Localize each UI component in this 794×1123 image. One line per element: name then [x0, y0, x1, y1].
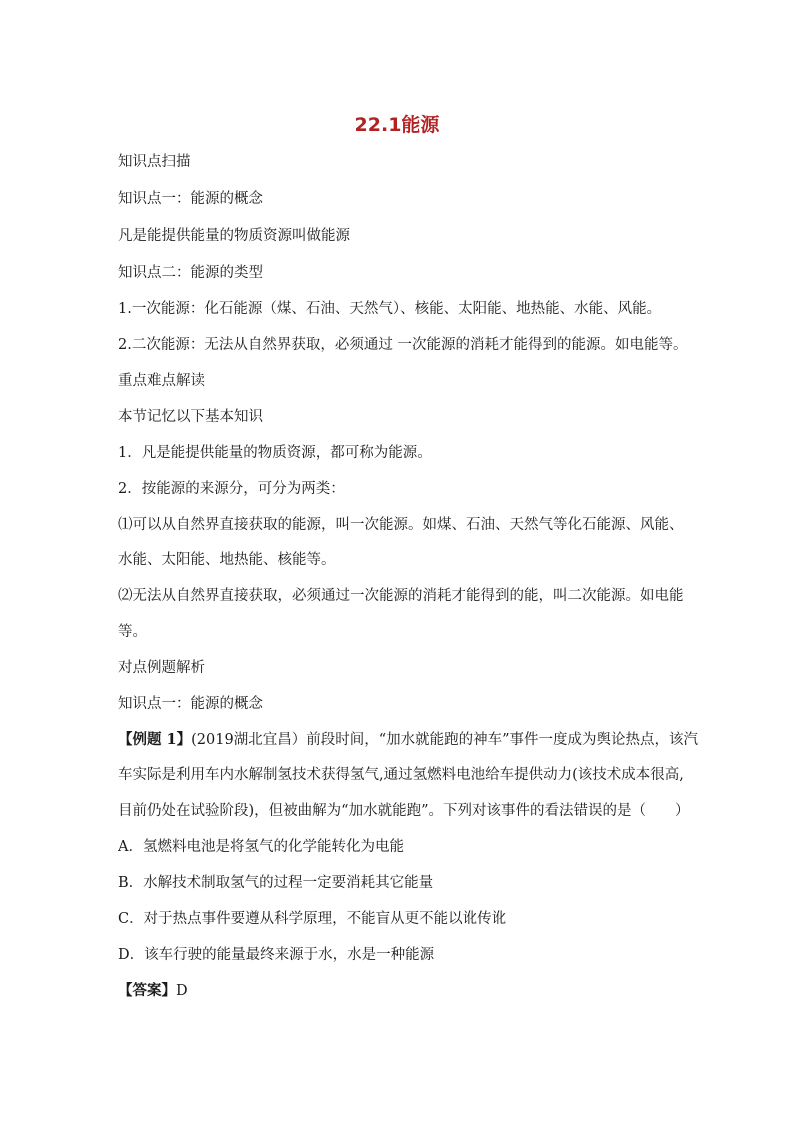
- memory-intro-text: 本节记忆以下基本知识: [118, 409, 263, 425]
- knowledge-point-1-heading-repeat: 知识点一：能源的概念: [118, 696, 263, 712]
- list-item-1: 1．凡是能提供能量的物质资源，都可称为能源。: [118, 445, 432, 461]
- answer-value: D: [176, 983, 188, 999]
- secondary-energy-text: 2.二次能源：无法从自然界获取，必须通过 一次能源的消耗才能得到的能源。如电能等。: [118, 337, 688, 353]
- example-text-1: (2019湖北宜昌）前段时间，“加水就能跑的神车”事件一度成为舆论热点，该汽: [191, 732, 699, 748]
- option-d: D．该车行驶的能量最终来源于水，水是一种能源: [118, 947, 435, 963]
- option-a: A．氢燃料电池是将氢气的化学能转化为电能: [118, 839, 404, 855]
- knowledge-point-2-heading: 知识点二：能源的类型: [118, 265, 263, 281]
- example-question-line-1: [118, 730, 699, 750]
- option-b: B．水解技术制取氢气的过程一定要消耗其它能量: [118, 875, 434, 891]
- section-heading-scan: 知识点扫描: [118, 154, 191, 170]
- primary-energy-text: 1.一次能源：化石能源（煤、石油、天然气）、核能、太阳能、地热能、水能、风能。: [118, 301, 662, 317]
- example-tag: 【例题 1】: [118, 731, 192, 748]
- answer-tag: 【答案】: [118, 982, 176, 999]
- list-item-2: 2．按能源的来源分，可分为两类：: [118, 481, 345, 497]
- definition-text: 凡是能提供能量的物质资源叫做能源: [118, 228, 350, 244]
- sub-item-2-line-2: 等。: [118, 624, 147, 640]
- section-heading-examples: 对点例题解析: [118, 660, 205, 676]
- sub-item-1-line-2: 水能、太阳能、地热能、核能等。: [118, 552, 336, 568]
- answer-line: [118, 981, 678, 1001]
- sub-item-2-line-1: ⑵无法从自然界直接获取，必须通过一次能源的消耗才能得到的能，叫二次能源。如电能: [118, 588, 684, 604]
- page-title: 22.1能源: [354, 114, 440, 136]
- sub-item-1-line-1: ⑴可以从自然界直接获取的能源，叫一次能源。如煤、石油、天然气等化石能源、风能、: [118, 517, 684, 533]
- option-c: C．对于热点事件要遵从科学原理，不能盲从更不能以讹传讹: [118, 911, 507, 927]
- section-heading-key-points: 重点难点解读: [118, 373, 205, 389]
- example-question-line-2: 车实际是利用车内水解制氢技术获得氢气,通过氢燃料电池给车提供动力(该技术成本很高,: [118, 767, 684, 783]
- example-question-line-3: 目前仍处在试验阶段)，但被曲解为“加水就能跑”。下列对该事件的看法错误的是（ ）: [118, 803, 690, 819]
- knowledge-point-1-heading: 知识点一：能源的概念: [118, 191, 263, 207]
